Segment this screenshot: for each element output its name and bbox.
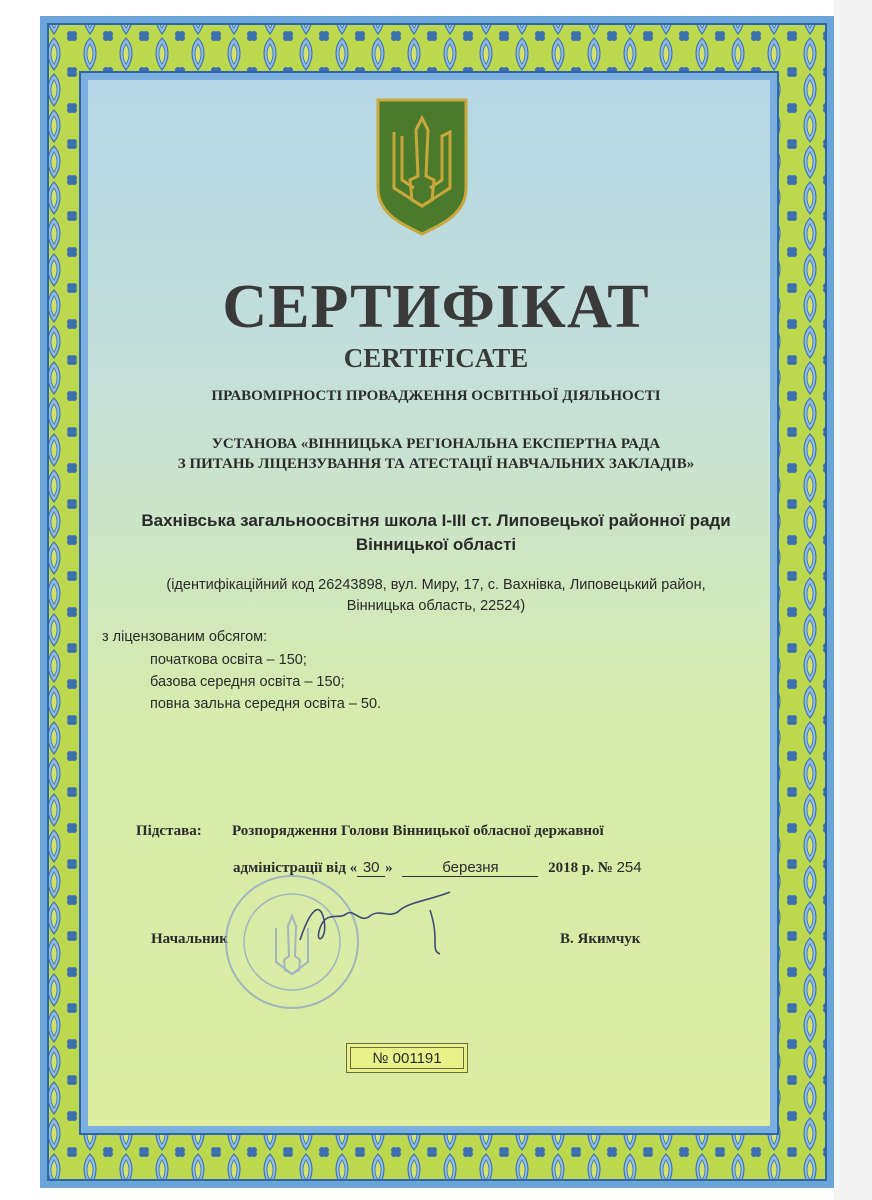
certificate-title: СЕРТИФІКАТ: [222, 273, 650, 341]
certificate-subtitle: CERTIFICATE: [343, 343, 529, 373]
address-line-2: Вінницька область, 22524): [346, 598, 526, 614]
basis-line-1: Розпорядження Голови Вінницької обласної державної: [232, 823, 604, 839]
license-item: повна зальна середня освіта – 50.: [150, 696, 382, 712]
basis-prefix: адміністрації від «: [233, 860, 358, 876]
signatory-name: В. Якимчук: [560, 931, 641, 947]
issuer-line-1: УСТАНОВА «ВІННИЦЬКА РЕГІОНАЛЬНА ЕКСПЕРТНА РАДА: [211, 436, 661, 452]
license-item: початкова освіта – 150;: [150, 652, 307, 668]
signatory-title: Начальник: [151, 931, 228, 947]
school-name-line-2: Вінницької області: [355, 535, 517, 554]
basis-quote-close: »: [385, 860, 393, 876]
license-intro: з ліцензованим обсягом:: [102, 629, 268, 645]
basis-day: 30: [357, 859, 385, 877]
basis-month: березня: [402, 859, 538, 877]
handwritten-signature: [280, 880, 480, 960]
license-item: базова середня освіта – 150;: [150, 674, 345, 690]
basis-number: 254: [616, 859, 642, 876]
certificate-purpose: ПРАВОМІРНОСТІ ПРОВАДЖЕННЯ ОСВІТНЬОЇ ДІЯЛЬНОСТІ: [211, 388, 661, 404]
address-line-1: (ідентифікаційний код 26243898, вул. Миру, 17, с. Вахнівка, Липовецький район,: [166, 577, 706, 593]
serial-number-box: № 001191: [346, 1043, 468, 1073]
basis-year: 2018 р. №: [548, 860, 613, 876]
basis-label: Підстава:: [136, 823, 202, 839]
school-name-line-1: Вахнівська загальноосвітня школа І-ІІІ ст. Липовецької районної ради: [141, 511, 731, 530]
issuer-line-2: З ПИТАНЬ ЛІЦЕНЗУВАННЯ ТА АТЕСТАЦІЇ НАВЧАЛЬНИХ ЗАКЛАДІВ»: [177, 456, 695, 472]
